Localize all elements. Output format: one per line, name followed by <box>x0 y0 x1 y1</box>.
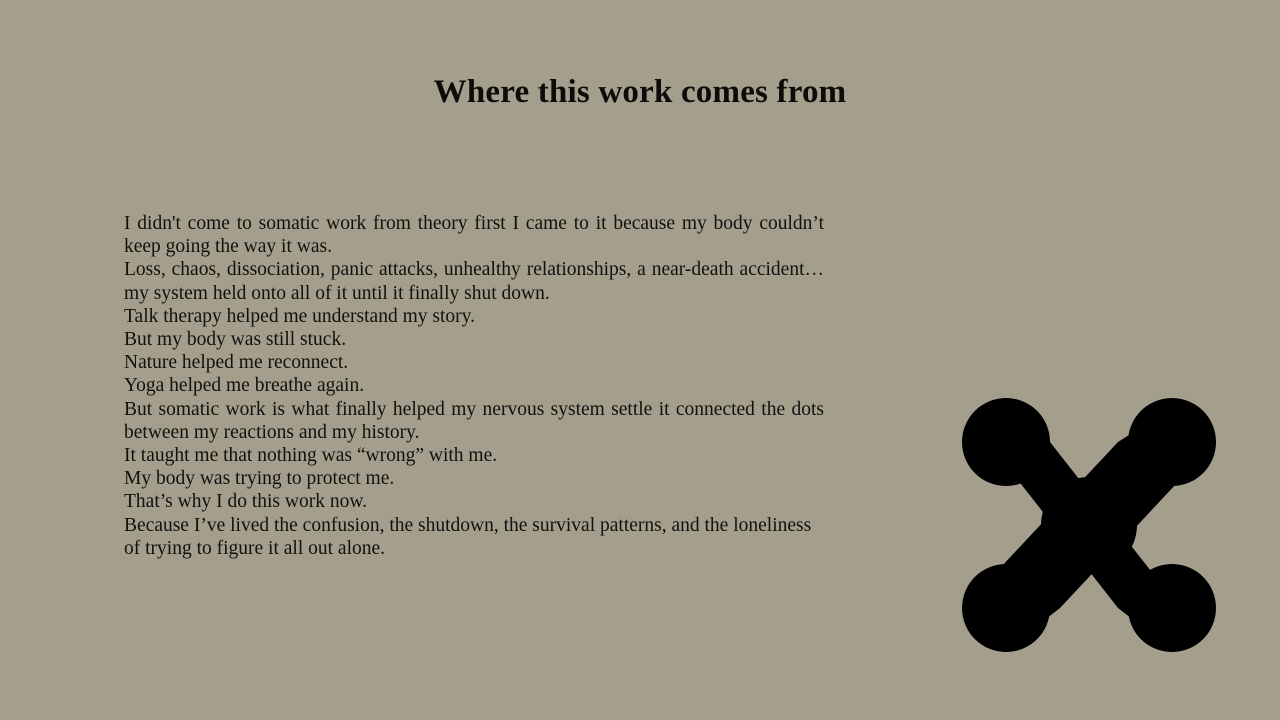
slide-body-text <box>124 212 824 560</box>
page-title: Where this work comes from <box>433 74 847 110</box>
body-paragraph: But somatic work is what finally helped my nervous system settle it connected the dots between my reactions and my history. <box>124 398 824 443</box>
body-paragraph: I didn't come to somatic work from theory first I came to it because my body couldn’t keep going the way it was. <box>124 213 824 258</box>
body-paragraph: It taught me that nothing was “wrong” with me. <box>124 445 498 467</box>
body-paragraph: That’s why I do this work now. <box>124 491 368 513</box>
body-paragraph: My body was trying to protect me. <box>124 468 395 490</box>
x-shaped-logo-mark <box>962 398 1216 652</box>
body-paragraph: But my body was still stuck. <box>124 329 347 351</box>
body-paragraph: Nature helped me reconnect. <box>124 352 349 374</box>
body-paragraph: Yoga helped me breathe again. <box>124 375 365 397</box>
body-paragraph: Loss, chaos, dissociation, panic attacks, unhealthy relationships, a near-death accident… my system held onto all of it until it finally shut down. <box>124 259 824 304</box>
body-paragraph: Talk therapy helped me understand my story. <box>124 305 475 327</box>
body-paragraph: Because I’ve lived the confusion, the shutdown, the survival patterns, and the loneliness of trying to figure it all out alone. <box>124 514 812 559</box>
